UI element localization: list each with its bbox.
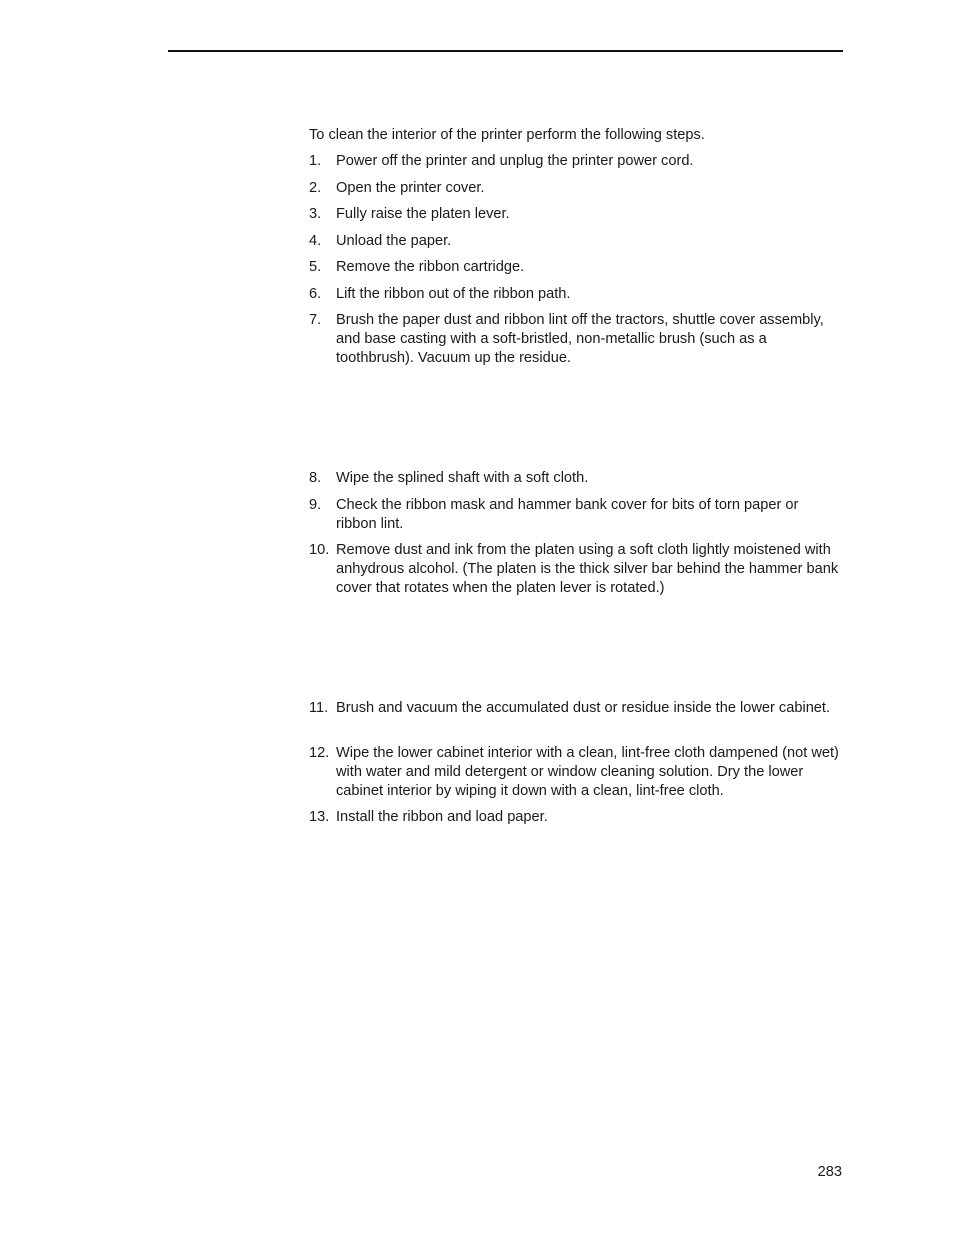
step-number: 8. [309,470,322,486]
header-rule [168,50,843,52]
step-number: 6. [309,286,322,302]
step-2 [309,179,841,198]
step-number: 12. [309,745,330,761]
step-number: 9. [309,497,322,513]
step-number: 10. [309,542,330,558]
step-text: Open the printer cover. [336,180,485,196]
step-number: 11. [309,700,329,716]
step-text: Check the ribbon mask and hammer bank cover for bits of torn paper or ribbon lint. [336,497,799,532]
step-7 [309,311,841,368]
step-8 [309,469,841,488]
step-text: Brush and vacuum the accumulated dust or residue inside the lower cabinet. [336,700,831,716]
intro-paragraph: To clean the interior of the printer perform the following steps. [309,127,705,143]
step-text: Wipe the lower cabinet interior with a clean, lint-free cloth dampened (not wet) with water and mild detergent or window cleaning solution. Dry the lower cabinet interior by wiping it down with a clean, lint-free cloth. [336,745,839,799]
step-5 [309,258,841,277]
step-12 [309,744,841,801]
step-11 [309,699,841,718]
step-number: 7. [309,312,322,328]
step-number: 4. [309,233,322,249]
step-text: Install the ribbon and load paper. [336,809,548,825]
step-10 [309,541,841,598]
step-text: Brush the paper dust and ribbon lint off the tractors, shuttle cover assembly, and base casting with a soft-bristled, non-metallic brush (such as a toothbrush). Vacuum up the residue. [336,312,824,366]
step-number: 3. [309,206,322,222]
step-text: Remove the ribbon cartridge. [336,259,525,275]
step-text: Wipe the splined shaft with a soft cloth. [336,470,589,486]
step-number: 13. [309,809,330,825]
step-number: 1. [309,153,322,169]
step-text: Lift the ribbon out of the ribbon path. [336,286,571,302]
step-9 [309,496,841,534]
step-6 [309,285,841,304]
step-text: Power off the printer and unplug the printer power cord. [336,153,694,169]
page-number: 283 [817,1164,842,1180]
step-number: 5. [309,259,322,275]
step-3 [309,205,841,224]
step-number: 2. [309,180,322,196]
step-text: Remove dust and ink from the platen using a soft cloth lightly moistened with anhydrous alcohol. (The platen is the thick silver bar behind the hammer bank cover that rotates when the platen lever is rotated.) [336,542,839,596]
step-1 [309,152,841,171]
step-4 [309,232,841,251]
step-text: Fully raise the platen lever. [336,206,510,222]
step-text: Unload the paper. [336,233,452,249]
step-13 [309,808,841,827]
